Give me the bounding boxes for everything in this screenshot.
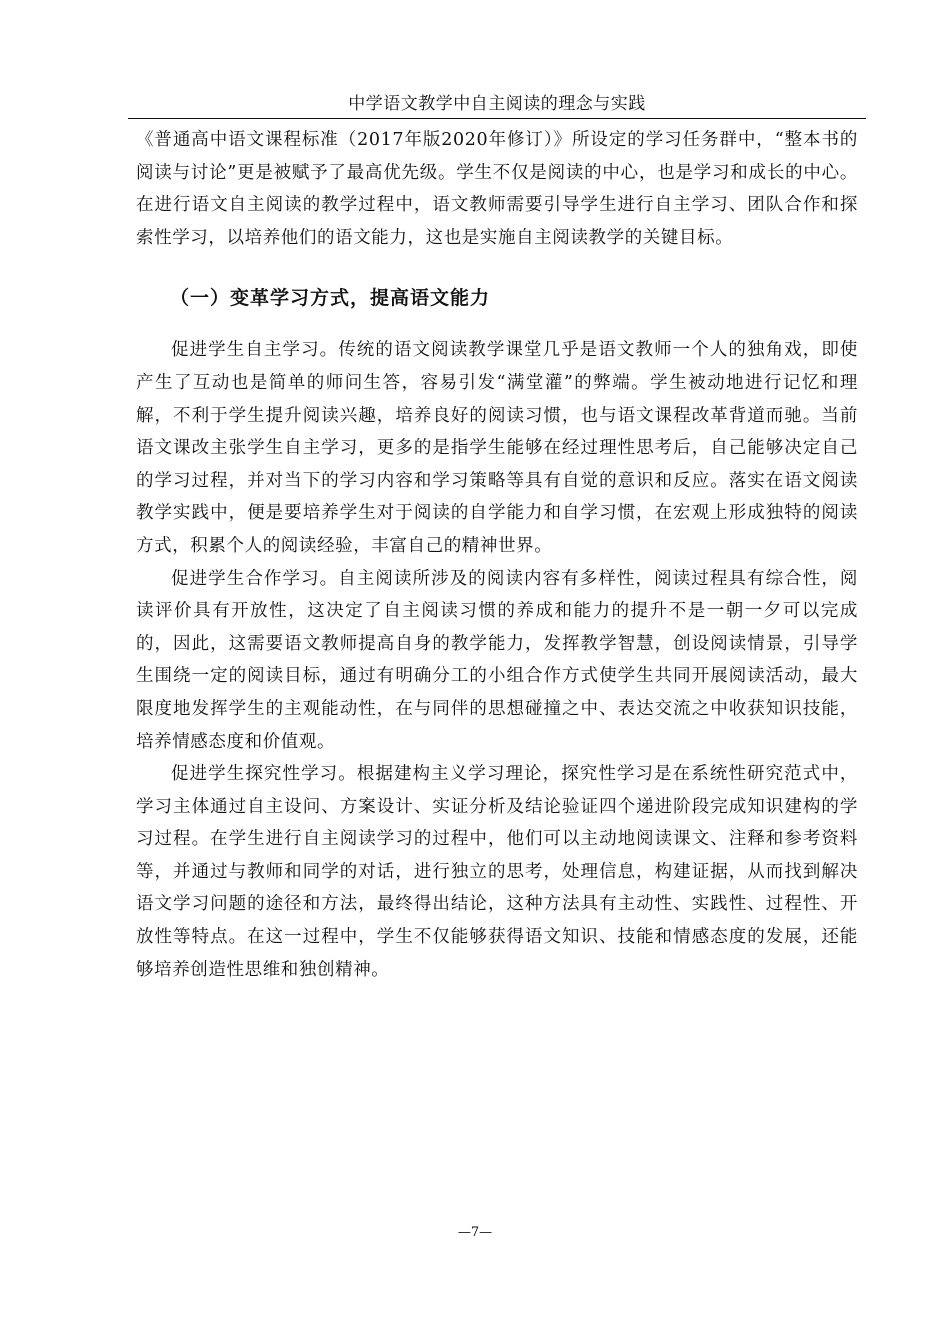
paragraph-inquiry-learning: 促进学生探究性学习。根据建构主义学习理论，探究性学习是在系统性研究范式中，学习主体通过自主设问、方案设计、实证分析及结论验证四个递进阶段完成知识建构的学习过程。在学生进行自主阅读学习的过程中，他们可以主动地阅读课文、注释和参考资料等，并通过与教师和同学的对话，进行独立的思考，处理信息，构建证据，从而找到解决语文学习问题的途径和方法，最终得出结论，这种方法具有主动性、实践性、过程性、开放性等特点。在这一过程中，学生不仅能够获得语文知识、技能和情感态度的发展，还能够培养创造性思维和独创精神。	[136, 764, 858, 980]
header-divider	[128, 118, 866, 119]
page-number: —7—	[457, 1225, 493, 1240]
running-header-title: 中学语文教学中自主阅读的理念与实践	[348, 94, 646, 114]
section-heading: （一）变革学习方式，提高语文能力	[170, 287, 491, 310]
intro-paragraph: 《普通高中语文课程标准（2017年版2020年修订）》所设定的学习任务群中，“整本书的阅读与讨论”更是被赋予了最高优先级。学生不仅是阅读的中心，也是学习和成长的中心。在进行语文自主阅读的教学过程中，语文教师需要引导学生进行自主学习、团队合作和探索性学习，以培养他们的语文能力，这也是实施自主阅读教学的关键目标。	[136, 130, 858, 248]
document-body	[136, 124, 858, 986]
paragraph-cooperative-learning: 促进学生合作学习。自主阅读所涉及的阅读内容有多样性，阅读过程具有综合性，阅读评价具有开放性，这决定了自主阅读习惯的养成和能力的提升不是一朝一夕可以完成的，因此，这需要语文教师提高自身的教学能力，发挥教学智慧，创设阅读情景，引导学生围绕一定的阅读目标，通过有明确分工的小组合作方式使学生共同开展阅读活动，最大限度地发挥学生的主观能动性，在与同伴的思想碰撞之中、表达交流之中收获知识技能，培养情感态度和价值观。	[136, 568, 858, 752]
paragraph-autonomous-learning: 促进学生自主学习。传统的语文阅读教学课堂几乎是语文教师一个人的独角戏，即使产生了互动也是简单的师问生答，容易引发“满堂灌”的弊端。学生被动地进行记忆和理解，不利于学生提升阅读兴趣，培养良好的阅读习惯，也与语文课程改革背道而驰。当前语文课改主张学生自主学习，更多的是指学生能够在经过理性思考后，自己能够决定自己的学习过程，并对当下的学习内容和学习策略等具有自觉的意识和反应。落实在语文阅读教学实践中，便是要培养学生对于阅读的自学能力和自学习惯，在宏观上形成独特的阅读方式，积累个人的阅读经验，丰富自己的精神世界。	[136, 340, 858, 556]
